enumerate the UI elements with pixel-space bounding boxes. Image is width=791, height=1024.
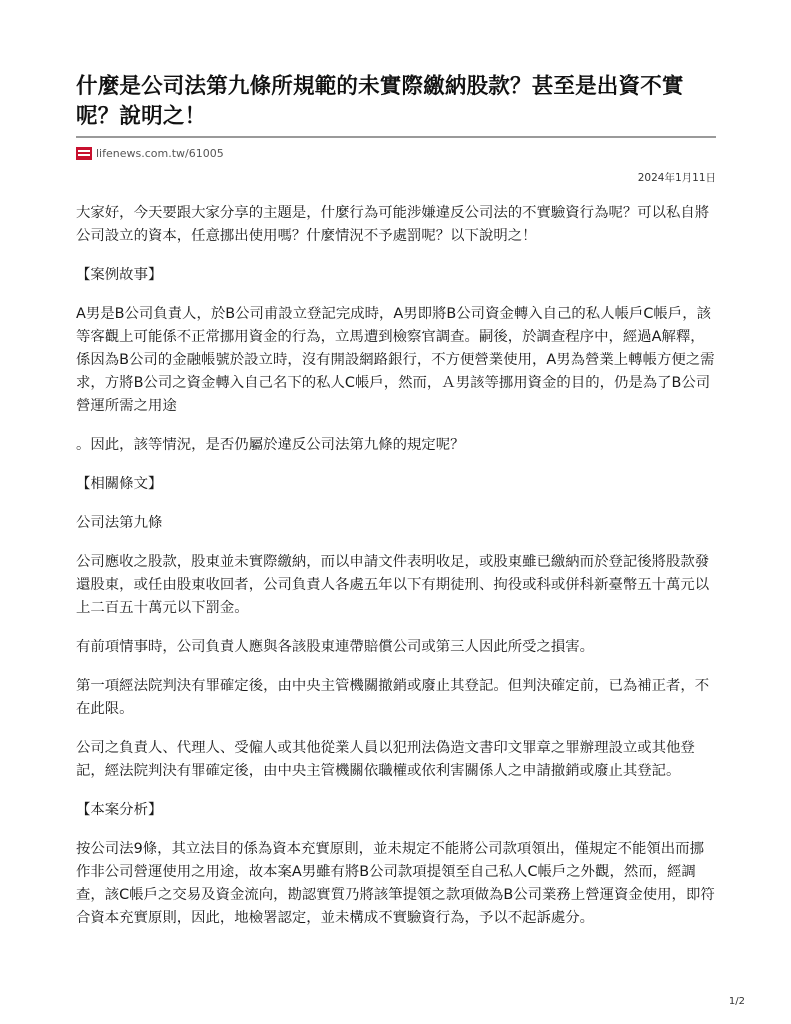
law-paragraph-3: 第一項經法院判決有罪確定後，由中央主管機關撤銷或廢止其登記。但判決確定前，已為補正者，不在此限。: [76, 678, 710, 717]
article-body: [76, 202, 716, 930]
law-heading: 【相關條文】: [76, 476, 163, 492]
page-number: 1/2: [728, 996, 745, 1007]
law-paragraph-4: 公司之負責人、代理人、受僱人或其他從業人員以犯刑法偽造文書印文罪章之罪辦理設立或其他登記，經法院判決有罪確定後，由中央主管機關依職權或依利害關係人之申請撤銷或廢止其登記。: [76, 740, 695, 779]
publish-date: 2024年1月11日: [637, 172, 716, 184]
analysis-heading: 【本案分析】: [76, 802, 163, 818]
analysis-paragraph: 按公司法9條，其立法目的係為資本充實原則，並未規定不能將公司款項領出，僅規定不能領出而挪作非公司營運使用之用途，故本案A男雖有將B公司款項提領至自己私人C帳戶之外觀，然而，經調查，該C帳戶之交易及資金流向，勘認實質乃將該筆提領之款項做為B公司業務上營運資金使用，即符合資本充實原則，因此，地檢署認定，並未構成不實驗資行為，予以不起訴處分。: [76, 841, 715, 926]
title-divider: [76, 136, 716, 138]
law-paragraph-1: 公司應收之股款，股東並未實際繳納，而以申請文件表明收足，或股東雖已繳納而於登記後將股款發還股東，或任由股東收回者，公司負責人各處五年以下有期徒刑、拘役或科或併科新臺幣五十萬元以上二百五十萬元以下罰金。: [76, 554, 710, 616]
source-link[interactable]: lifenews.com.tw/61005: [96, 146, 224, 160]
case-story-paragraph: A男是B公司負責人，於B公司甫設立登記完成時，A男即將B公司資金轉入自己的私人帳戶C帳戶，該等客觀上可能係不正常挪用資金的行為，立馬遭到檢察官調查。嗣後，於調查程序中，經過A解釋，係因為B公司的金融帳號於設立時，沒有開設網路銀行，不方便營業使用，A男為營業上轉帳方便之需求，方將B公司之資金轉入自己名下的私人C帳戶，然而，Ａ男該等挪用資金的目的，仍是為了B公司營運所需之用途: [76, 306, 715, 414]
source-row: [76, 144, 716, 162]
intro-paragraph: 大家好，今天要跟大家分享的主題是，什麼行為可能涉嫌違反公司法的不實驗資行為呢？可以私自將公司設立的資本，任意挪出使用嗎？什麼情況不予處罰呢？以下說明之！: [76, 205, 710, 244]
site-logo-icon: [76, 147, 92, 160]
article-title: 什麼是公司法第九條所規範的未實際繳納股款？甚至是出資不實呢？說明之！: [76, 74, 684, 129]
case-heading: 【案例故事】: [76, 267, 163, 283]
law-paragraph-2: 有前項情事時，公司負責人應與各該股東連帶賠償公司或第三人因此所受之損害。: [76, 639, 595, 655]
article-page: [76, 72, 716, 946]
case-question-paragraph: 。因此，該等情況，是否仍屬於違反公司法第九條的規定呢？: [76, 437, 465, 453]
law-name: 公司法第九條: [76, 515, 163, 531]
